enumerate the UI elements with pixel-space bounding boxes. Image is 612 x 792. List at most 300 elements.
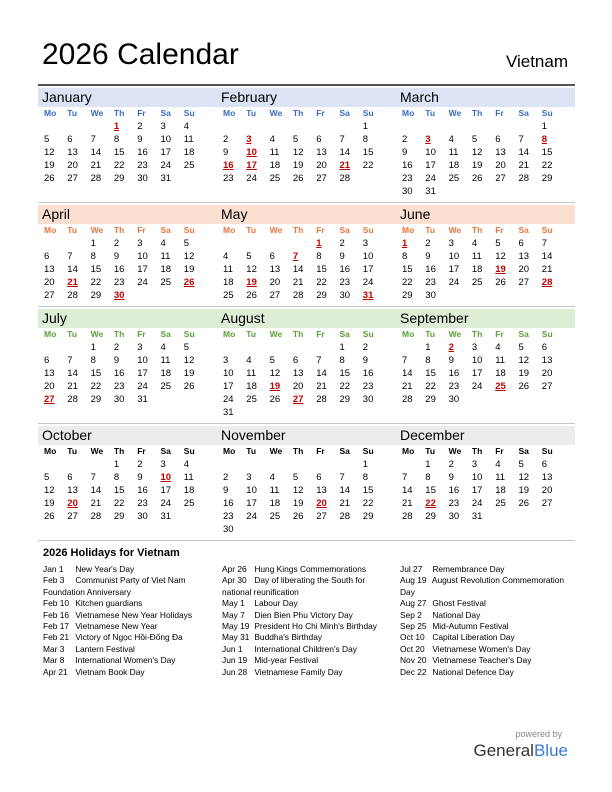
day-cell[interactable]: 1 (90, 342, 96, 353)
day-cell[interactable]: 7 (541, 238, 548, 249)
day-cell[interactable]: 28 (67, 290, 78, 301)
day-cell[interactable]: 11 (183, 472, 194, 483)
day-cell[interactable]: 1 (362, 459, 369, 470)
holiday-day[interactable]: 28 (541, 277, 553, 288)
day-cell[interactable]: 15 (339, 368, 351, 379)
day-cell[interactable]: 5 (518, 459, 524, 470)
day-cell[interactable]: 30 (402, 186, 413, 197)
day-cell[interactable]: 13 (541, 355, 553, 366)
day-cell[interactable]: 4 (495, 459, 501, 470)
day-cell[interactable]: 26 (471, 173, 483, 184)
day-cell[interactable]: 4 (495, 342, 501, 353)
day-cell[interactable]: 28 (292, 290, 304, 301)
day-cell[interactable]: 14 (316, 368, 327, 379)
day-cell[interactable]: 28 (90, 173, 102, 184)
day-cell[interactable]: 22 (402, 277, 413, 288)
day-cell[interactable]: 9 (113, 251, 120, 262)
holiday-day[interactable]: 19 (246, 277, 257, 288)
day-cell[interactable]: 18 (495, 368, 506, 379)
day-cell[interactable]: 15 (362, 485, 374, 496)
day-cell[interactable]: 18 (246, 381, 257, 392)
holiday-day[interactable]: 31 (362, 290, 374, 301)
day-cell[interactable]: 16 (448, 368, 460, 379)
holiday-day[interactable]: 10 (246, 147, 257, 158)
holiday-day[interactable]: 8 (541, 134, 548, 145)
day-cell[interactable]: 8 (113, 472, 120, 483)
day-cell[interactable]: 17 (246, 498, 257, 509)
holiday-day[interactable]: 21 (67, 277, 78, 288)
day-cell[interactable]: 14 (402, 368, 413, 379)
day-cell[interactable]: 13 (44, 264, 55, 275)
day-cell[interactable]: 20 (541, 368, 553, 379)
holiday-day[interactable]: 20 (316, 498, 327, 509)
day-cell[interactable]: 20 (44, 381, 55, 392)
day-cell[interactable]: 8 (402, 251, 408, 262)
day-cell[interactable]: 14 (541, 251, 553, 262)
day-cell[interactable]: 31 (223, 407, 234, 418)
day-cell[interactable]: 17 (137, 264, 148, 275)
day-cell[interactable]: 27 (541, 498, 553, 509)
day-cell[interactable]: 9 (448, 355, 454, 366)
day-cell[interactable]: 30 (137, 173, 148, 184)
day-cell[interactable]: 13 (44, 368, 55, 379)
holiday-day[interactable]: 17 (246, 160, 257, 171)
day-cell[interactable]: 5 (495, 238, 501, 249)
day-cell[interactable]: 29 (90, 290, 102, 301)
day-cell[interactable]: 20 (269, 277, 281, 288)
day-cell[interactable]: 30 (425, 290, 436, 301)
day-cell[interactable]: 15 (362, 147, 374, 158)
day-cell[interactable]: 19 (471, 160, 483, 171)
day-cell[interactable]: 8 (113, 134, 120, 145)
day-cell[interactable]: 2 (448, 459, 454, 470)
day-cell[interactable]: 18 (160, 264, 172, 275)
day-cell[interactable]: 14 (90, 147, 102, 158)
day-cell[interactable]: 15 (113, 147, 125, 158)
day-cell[interactable]: 13 (541, 472, 553, 483)
day-cell[interactable]: 3 (471, 459, 478, 470)
day-cell[interactable]: 22 (316, 277, 327, 288)
day-cell[interactable]: 22 (425, 381, 436, 392)
day-cell[interactable]: 21 (316, 381, 327, 392)
day-cell[interactable]: 15 (316, 264, 327, 275)
day-cell[interactable]: 5 (246, 251, 252, 262)
day-cell[interactable]: 2 (223, 472, 229, 483)
day-cell[interactable]: 25 (183, 498, 195, 509)
day-cell[interactable]: 9 (362, 355, 369, 366)
day-cell[interactable]: 17 (223, 381, 234, 392)
day-cell[interactable]: 15 (402, 264, 413, 275)
day-cell[interactable]: 5 (471, 134, 478, 145)
day-cell[interactable]: 24 (137, 381, 148, 392)
day-cell[interactable]: 15 (90, 368, 102, 379)
day-cell[interactable]: 19 (183, 368, 195, 379)
day-cell[interactable]: 27 (316, 511, 327, 522)
day-cell[interactable]: 23 (223, 173, 234, 184)
day-cell[interactable]: 17 (362, 264, 374, 275)
day-cell[interactable]: 17 (160, 485, 172, 496)
day-cell[interactable]: 23 (425, 277, 436, 288)
day-cell[interactable]: 27 (44, 290, 55, 301)
day-cell[interactable]: 5 (44, 472, 50, 483)
day-cell[interactable]: 23 (339, 277, 351, 288)
day-cell[interactable]: 29 (90, 394, 102, 405)
day-cell[interactable]: 22 (362, 160, 374, 171)
holiday-day[interactable]: 26 (183, 277, 195, 288)
day-cell[interactable]: 18 (269, 160, 281, 171)
day-cell[interactable]: 6 (67, 134, 73, 145)
day-cell[interactable]: 21 (67, 381, 78, 392)
day-cell[interactable]: 28 (402, 511, 413, 522)
day-cell[interactable]: 20 (495, 160, 506, 171)
day-cell[interactable]: 17 (160, 147, 172, 158)
day-cell[interactable]: 29 (541, 173, 553, 184)
day-cell[interactable]: 9 (402, 147, 408, 158)
day-cell[interactable]: 15 (113, 485, 125, 496)
day-cell[interactable]: 3 (471, 342, 478, 353)
day-cell[interactable]: 16 (339, 264, 351, 275)
day-cell[interactable]: 5 (269, 355, 275, 366)
day-cell[interactable]: 28 (90, 511, 102, 522)
day-cell[interactable]: 1 (362, 121, 369, 132)
day-cell[interactable]: 2 (113, 342, 120, 353)
day-cell[interactable]: 4 (183, 459, 190, 470)
day-cell[interactable]: 1 (90, 238, 96, 249)
day-cell[interactable]: 29 (425, 394, 436, 405)
day-cell[interactable]: 4 (246, 355, 252, 366)
day-cell[interactable]: 29 (362, 511, 374, 522)
day-cell[interactable]: 1 (339, 342, 345, 353)
day-cell[interactable]: 27 (67, 511, 78, 522)
day-cell[interactable]: 26 (292, 511, 304, 522)
day-cell[interactable]: 16 (402, 160, 413, 171)
holiday-day[interactable]: 1 (402, 238, 408, 249)
day-cell[interactable]: 22 (90, 381, 102, 392)
day-cell[interactable]: 24 (425, 173, 436, 184)
day-cell[interactable]: 31 (425, 186, 436, 197)
day-cell[interactable]: 23 (223, 511, 234, 522)
day-cell[interactable]: 25 (183, 160, 195, 171)
day-cell[interactable]: 6 (316, 472, 322, 483)
holiday-day[interactable]: 1 (316, 238, 322, 249)
day-cell[interactable]: 24 (223, 394, 234, 405)
day-cell[interactable]: 4 (160, 238, 166, 249)
day-cell[interactable]: 19 (292, 160, 304, 171)
day-cell[interactable]: 13 (269, 264, 281, 275)
day-cell[interactable]: 27 (67, 173, 78, 184)
day-cell[interactable]: 20 (44, 277, 55, 288)
holiday-day[interactable]: 30 (113, 290, 125, 301)
day-cell[interactable]: 28 (339, 173, 351, 184)
day-cell[interactable]: 16 (113, 368, 125, 379)
day-cell[interactable]: 13 (67, 147, 78, 158)
day-cell[interactable]: 12 (183, 355, 195, 366)
day-cell[interactable]: 26 (246, 290, 257, 301)
day-cell[interactable]: 30 (362, 394, 374, 405)
day-cell[interactable]: 21 (292, 277, 304, 288)
day-cell[interactable]: 11 (471, 251, 482, 262)
day-cell[interactable]: 2 (137, 459, 143, 470)
day-cell[interactable]: 8 (90, 251, 96, 262)
holiday-day[interactable]: 16 (223, 160, 234, 171)
day-cell[interactable]: 17 (425, 160, 436, 171)
day-cell[interactable]: 25 (471, 277, 483, 288)
day-cell[interactable]: 18 (471, 264, 483, 275)
day-cell[interactable]: 14 (339, 485, 351, 496)
day-cell[interactable]: 23 (113, 277, 125, 288)
day-cell[interactable]: 15 (541, 147, 553, 158)
day-cell[interactable]: 16 (362, 368, 374, 379)
day-cell[interactable]: 13 (316, 147, 327, 158)
day-cell[interactable]: 25 (246, 394, 257, 405)
day-cell[interactable]: 11 (269, 485, 280, 496)
day-cell[interactable]: 24 (246, 511, 257, 522)
day-cell[interactable]: 5 (518, 342, 524, 353)
day-cell[interactable]: 7 (402, 355, 408, 366)
day-cell[interactable]: 14 (518, 147, 530, 158)
day-cell[interactable]: 2 (223, 134, 229, 145)
day-cell[interactable]: 11 (495, 355, 506, 366)
day-cell[interactable]: 22 (113, 160, 125, 171)
day-cell[interactable]: 24 (471, 381, 483, 392)
day-cell[interactable]: 16 (448, 485, 460, 496)
day-cell[interactable]: 20 (292, 381, 304, 392)
day-cell[interactable]: 30 (223, 524, 234, 535)
day-cell[interactable]: 5 (292, 472, 299, 483)
day-cell[interactable]: 12 (495, 251, 506, 262)
day-cell[interactable]: 26 (518, 498, 530, 509)
day-cell[interactable]: 11 (495, 472, 506, 483)
day-cell[interactable]: 1 (425, 459, 431, 470)
day-cell[interactable]: 9 (448, 472, 454, 483)
day-cell[interactable]: 10 (246, 485, 257, 496)
day-cell[interactable]: 14 (339, 147, 351, 158)
day-cell[interactable]: 18 (495, 485, 506, 496)
day-cell[interactable]: 19 (518, 485, 530, 496)
day-cell[interactable]: 12 (518, 472, 530, 483)
day-cell[interactable]: 21 (402, 381, 413, 392)
day-cell[interactable]: 25 (269, 511, 281, 522)
day-cell[interactable]: 10 (137, 251, 148, 262)
day-cell[interactable]: 10 (160, 134, 172, 145)
day-cell[interactable]: 24 (137, 277, 148, 288)
holiday-day[interactable]: 25 (495, 381, 506, 392)
day-cell[interactable]: 28 (67, 394, 78, 405)
holiday-day[interactable]: 2 (448, 342, 454, 353)
day-cell[interactable]: 3 (137, 342, 143, 353)
day-cell[interactable]: 3 (362, 238, 369, 249)
day-cell[interactable]: 25 (495, 498, 506, 509)
day-cell[interactable]: 12 (246, 264, 257, 275)
day-cell[interactable]: 24 (362, 277, 374, 288)
day-cell[interactable]: 18 (448, 160, 460, 171)
day-cell[interactable]: 22 (90, 277, 102, 288)
generalblue-logo[interactable] (473, 741, 568, 761)
day-cell[interactable]: 11 (160, 355, 171, 366)
day-cell[interactable]: 8 (90, 355, 96, 366)
day-cell[interactable]: 2 (425, 238, 431, 249)
day-cell[interactable]: 11 (223, 264, 233, 275)
day-cell[interactable]: 7 (339, 472, 345, 483)
holiday-day[interactable]: 20 (67, 498, 78, 509)
day-cell[interactable]: 24 (471, 498, 483, 509)
day-cell[interactable]: 6 (495, 134, 501, 145)
day-cell[interactable]: 11 (160, 251, 171, 262)
day-cell[interactable]: 29 (339, 394, 351, 405)
day-cell[interactable]: 19 (518, 368, 530, 379)
day-cell[interactable]: 16 (425, 264, 436, 275)
day-cell[interactable]: 21 (541, 264, 553, 275)
day-cell[interactable]: 14 (67, 368, 78, 379)
day-cell[interactable]: 13 (495, 147, 506, 158)
day-cell[interactable]: 9 (223, 485, 229, 496)
day-cell[interactable]: 20 (518, 264, 530, 275)
day-cell[interactable]: 28 (518, 173, 530, 184)
day-cell[interactable]: 12 (44, 147, 55, 158)
day-cell[interactable]: 27 (518, 277, 530, 288)
day-cell[interactable]: 3 (160, 459, 166, 470)
day-cell[interactable]: 12 (269, 368, 281, 379)
day-cell[interactable]: 18 (183, 147, 195, 158)
day-cell[interactable]: 24 (246, 173, 257, 184)
holiday-day[interactable]: 21 (339, 160, 351, 171)
day-cell[interactable]: 8 (362, 134, 369, 145)
holiday-day[interactable]: 7 (292, 251, 299, 262)
day-cell[interactable]: 4 (160, 342, 166, 353)
day-cell[interactable]: 14 (67, 264, 78, 275)
day-cell[interactable]: 7 (316, 355, 322, 366)
day-cell[interactable]: 20 (541, 485, 553, 496)
holiday-day[interactable]: 1 (113, 121, 120, 132)
day-cell[interactable]: 1 (113, 459, 120, 470)
day-cell[interactable]: 16 (137, 147, 148, 158)
day-cell[interactable]: 13 (292, 368, 304, 379)
day-cell[interactable]: 14 (90, 485, 102, 496)
day-cell[interactable]: 19 (44, 160, 55, 171)
day-cell[interactable]: 30 (448, 511, 460, 522)
day-cell[interactable]: 29 (425, 511, 436, 522)
day-cell[interactable]: 23 (137, 498, 148, 509)
day-cell[interactable]: 2 (402, 134, 408, 145)
day-cell[interactable]: 3 (223, 355, 229, 366)
day-cell[interactable]: 27 (495, 173, 506, 184)
day-cell[interactable]: 7 (518, 134, 524, 145)
day-cell[interactable]: 29 (113, 511, 125, 522)
day-cell[interactable]: 1 (541, 121, 548, 132)
day-cell[interactable]: 10 (137, 355, 148, 366)
day-cell[interactable]: 22 (339, 381, 351, 392)
day-cell[interactable]: 26 (44, 173, 55, 184)
day-cell[interactable]: 13 (67, 485, 78, 496)
day-cell[interactable]: 5 (183, 342, 190, 353)
day-cell[interactable]: 2 (339, 238, 345, 249)
day-cell[interactable]: 9 (339, 251, 345, 262)
day-cell[interactable]: 18 (223, 277, 234, 288)
day-cell[interactable]: 26 (495, 277, 506, 288)
day-cell[interactable]: 28 (402, 394, 413, 405)
day-cell[interactable]: 21 (90, 160, 102, 171)
day-cell[interactable]: 2 (137, 121, 143, 132)
day-cell[interactable]: 3 (448, 238, 454, 249)
day-cell[interactable]: 30 (113, 394, 125, 405)
day-cell[interactable]: 4 (471, 238, 478, 249)
day-cell[interactable]: 5 (44, 134, 50, 145)
day-cell[interactable]: 7 (90, 472, 96, 483)
day-cell[interactable]: 16 (223, 498, 234, 509)
day-cell[interactable]: 23 (113, 381, 125, 392)
day-cell[interactable]: 26 (183, 381, 195, 392)
day-cell[interactable]: 4 (223, 251, 229, 262)
day-cell[interactable]: 20 (67, 160, 78, 171)
day-cell[interactable]: 24 (160, 160, 172, 171)
day-cell[interactable]: 5 (183, 238, 190, 249)
day-cell[interactable]: 7 (67, 355, 73, 366)
day-cell[interactable]: 13 (316, 485, 327, 496)
day-cell[interactable]: 29 (316, 290, 327, 301)
holiday-day[interactable]: 19 (495, 264, 506, 275)
day-cell[interactable]: 6 (316, 134, 322, 145)
holiday-day[interactable]: 3 (246, 134, 252, 145)
day-cell[interactable]: 31 (160, 511, 172, 522)
day-cell[interactable]: 10 (471, 355, 483, 366)
day-cell[interactable]: 6 (44, 355, 50, 366)
day-cell[interactable]: 10 (362, 251, 374, 262)
day-cell[interactable]: 22 (541, 160, 553, 171)
day-cell[interactable]: 16 (113, 264, 125, 275)
day-cell[interactable]: 28 (316, 394, 327, 405)
day-cell[interactable]: 11 (269, 147, 280, 158)
day-cell[interactable]: 27 (541, 381, 553, 392)
day-cell[interactable]: 19 (183, 264, 195, 275)
day-cell[interactable]: 15 (425, 368, 436, 379)
day-cell[interactable]: 12 (44, 485, 55, 496)
day-cell[interactable]: 25 (448, 173, 460, 184)
day-cell[interactable]: 1 (425, 342, 431, 353)
day-cell[interactable]: 11 (183, 134, 194, 145)
day-cell[interactable]: 17 (137, 368, 148, 379)
day-cell[interactable]: 8 (362, 472, 369, 483)
holiday-day[interactable]: 27 (44, 394, 55, 405)
day-cell[interactable]: 25 (269, 173, 281, 184)
day-cell[interactable]: 19 (44, 498, 55, 509)
day-cell[interactable]: 21 (90, 498, 102, 509)
day-cell[interactable]: 17 (471, 485, 483, 496)
day-cell[interactable]: 30 (339, 290, 351, 301)
holiday-day[interactable]: 3 (425, 134, 431, 145)
day-cell[interactable]: 23 (402, 173, 413, 184)
day-cell[interactable]: 11 (448, 147, 459, 158)
day-cell[interactable]: 12 (183, 251, 195, 262)
day-cell[interactable]: 6 (269, 251, 275, 262)
day-cell[interactable]: 25 (160, 381, 172, 392)
day-cell[interactable]: 25 (223, 290, 234, 301)
day-cell[interactable]: 13 (518, 251, 530, 262)
day-cell[interactable]: 14 (402, 485, 413, 496)
day-cell[interactable]: 4 (448, 134, 454, 145)
day-cell[interactable]: 23 (137, 160, 148, 171)
day-cell[interactable]: 12 (292, 485, 304, 496)
day-cell[interactable]: 12 (518, 355, 530, 366)
day-cell[interactable]: 31 (137, 394, 148, 405)
day-cell[interactable]: 10 (471, 472, 483, 483)
day-cell[interactable]: 31 (471, 511, 483, 522)
day-cell[interactable]: 6 (44, 251, 50, 262)
day-cell[interactable]: 27 (269, 290, 281, 301)
day-cell[interactable]: 22 (362, 498, 374, 509)
day-cell[interactable]: 26 (44, 511, 55, 522)
day-cell[interactable]: 10 (448, 251, 460, 262)
day-cell[interactable]: 30 (448, 394, 460, 405)
